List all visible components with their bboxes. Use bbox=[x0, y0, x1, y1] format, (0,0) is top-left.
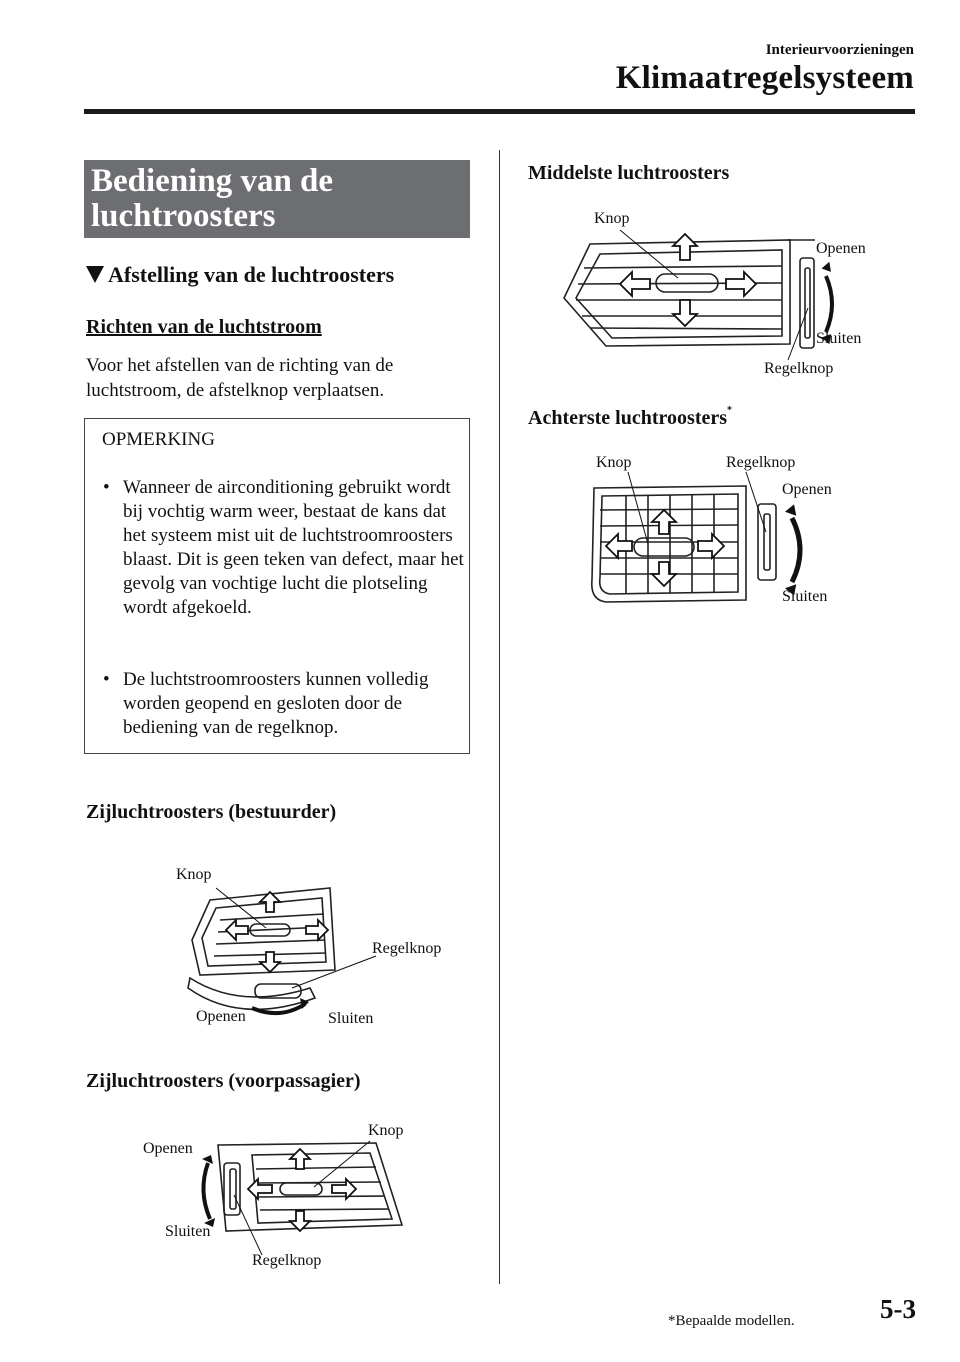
label-regelknop: Regelknop bbox=[764, 360, 834, 377]
label-sluiten: Sluiten bbox=[328, 1010, 374, 1027]
center-vent-illustration bbox=[560, 228, 850, 358]
note-item-text: Wanneer de airconditioning gebruikt wordt bij vochtig warm weer, bestaat de kans dat het systeem mist uit de luchtstroomroosters blaast. Dit is geen teken van defect, maar het gevolg van vochtige lucht die plotseling wordt afgekoeld. bbox=[123, 477, 464, 618]
underlined-heading: Richten van de luchtstroom bbox=[86, 316, 322, 338]
label-regelknop: Regelknop bbox=[726, 454, 796, 471]
bullet-icon: • bbox=[103, 669, 110, 690]
label-openen: Openen bbox=[816, 240, 866, 257]
intro-paragraph: Voor het afstellen van de richting van de luchtstroom, de afstelknop verplaatsen. bbox=[86, 355, 394, 401]
subheading-text: Afstelling van de luchtroosters bbox=[108, 262, 395, 287]
label-openen: Openen bbox=[196, 1008, 246, 1025]
note-item-text: De luchtstroomroosters kunnen volledig worden geopend en gesloten door de bediening van de regelknop. bbox=[123, 669, 429, 738]
label-knop: Knop bbox=[176, 866, 212, 883]
label-sluiten: Sluiten bbox=[816, 330, 862, 347]
side-passenger-vent-illustration bbox=[196, 1135, 406, 1235]
section-title-line-1: Bediening van de bbox=[91, 163, 334, 199]
label-sluiten: Sluiten bbox=[782, 588, 828, 605]
label-knop: Knop bbox=[596, 454, 632, 471]
label-openen: Openen bbox=[782, 481, 832, 498]
header-chapter-title: Klimaatregelsysteem bbox=[615, 60, 914, 96]
section-title-line-2: luchtroosters bbox=[91, 198, 276, 234]
page-number: 5-3 bbox=[880, 1294, 916, 1324]
label-openen: Openen bbox=[143, 1140, 193, 1157]
header-section-title: Interieurvoorzieningen bbox=[765, 42, 914, 58]
figure-title-rear-text: Achterste luchtroosters bbox=[528, 407, 728, 429]
triangle-down-icon bbox=[86, 266, 104, 283]
figure-title-rear bbox=[528, 407, 732, 430]
label-knop: Knop bbox=[594, 210, 630, 227]
section-title-box bbox=[84, 160, 470, 238]
label-knop: Knop bbox=[368, 1122, 404, 1139]
subheading bbox=[86, 262, 394, 288]
header-rule bbox=[84, 109, 915, 114]
figure-title-side-passenger: Zijluchtroosters (voorpassagier) bbox=[86, 1070, 361, 1092]
figure-title-side-driver: Zijluchtroosters (bestuurder) bbox=[86, 801, 337, 823]
label-regelknop: Regelknop bbox=[252, 1252, 322, 1269]
footnote: *Bepaalde modellen. bbox=[668, 1313, 795, 1329]
label-regelknop: Regelknop bbox=[372, 940, 442, 957]
note-item bbox=[100, 476, 466, 620]
figure-title-center: Middelste luchtroosters bbox=[528, 162, 730, 184]
note-title: OPMERKING bbox=[102, 429, 215, 450]
footnote-marker: * bbox=[727, 405, 733, 416]
bullet-icon: • bbox=[103, 477, 110, 498]
note-item bbox=[100, 668, 466, 740]
column-divider bbox=[499, 150, 500, 1284]
label-sluiten: Sluiten bbox=[165, 1223, 211, 1240]
